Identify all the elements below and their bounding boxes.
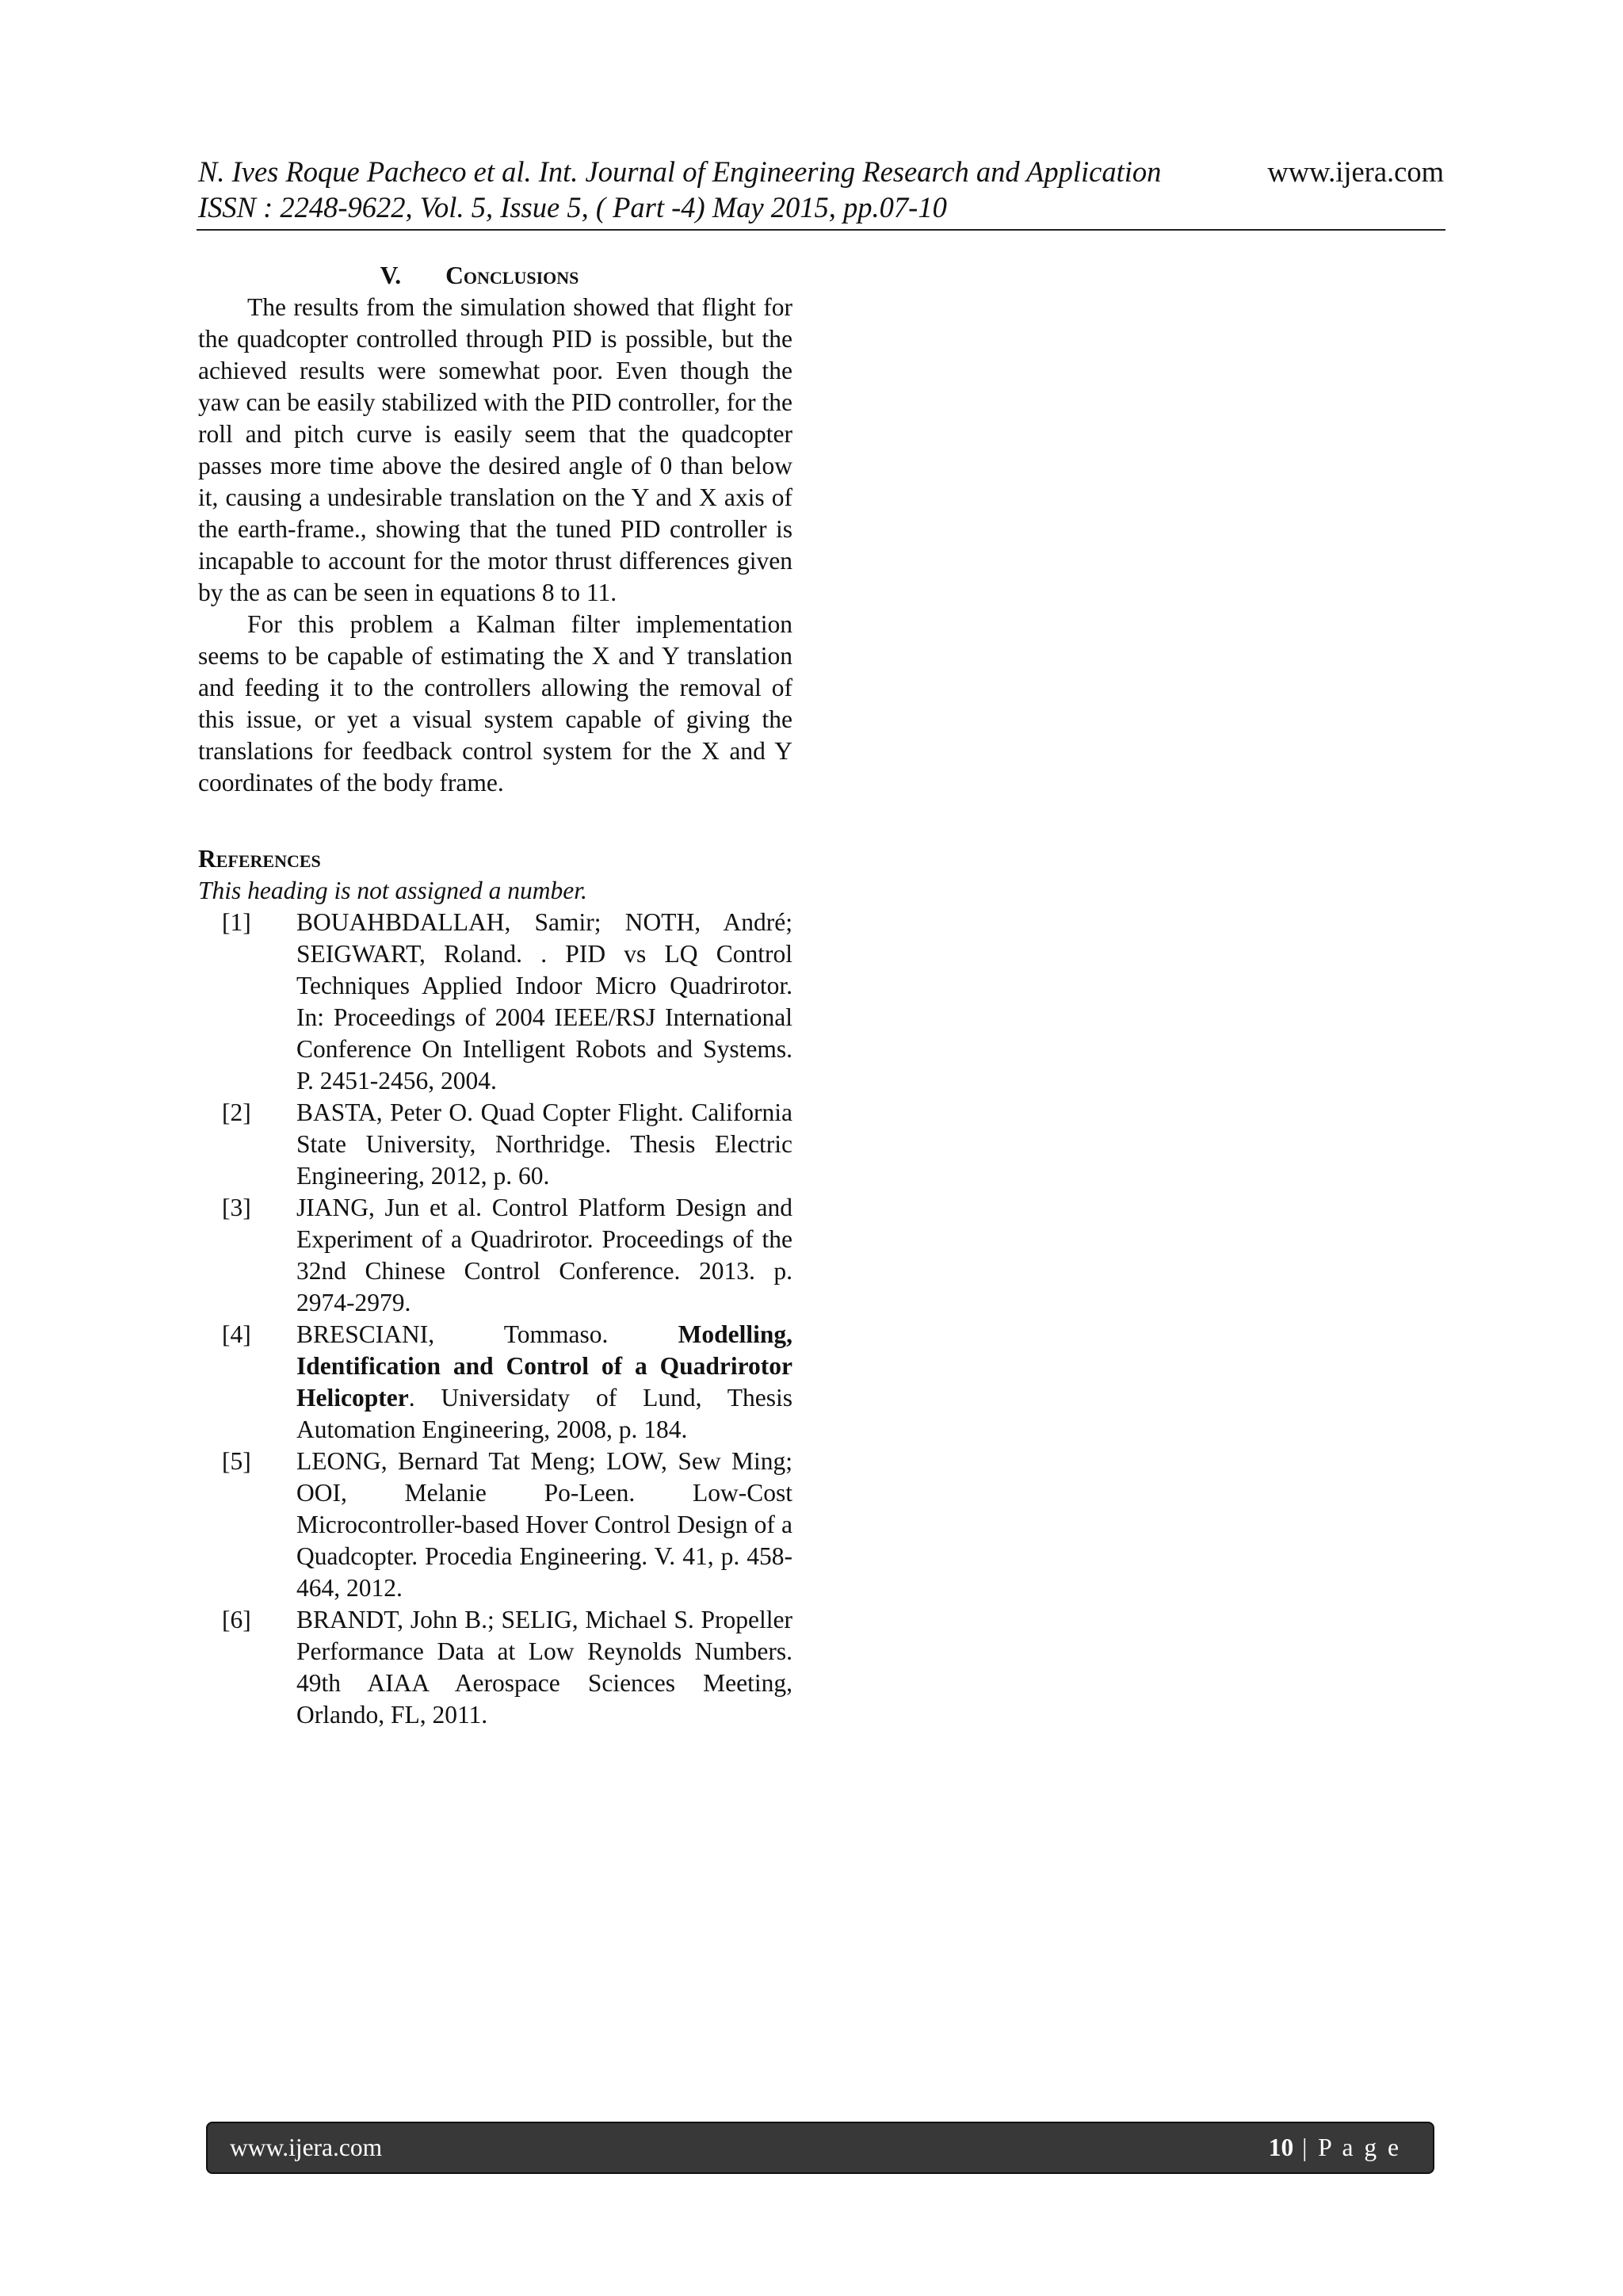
page-number: 10: [1268, 2134, 1294, 2161]
section-title: Conclusions: [445, 262, 579, 289]
reference-label: [3]: [222, 1194, 251, 1221]
reference-text: BOUAHBDALLAH, Samir; NOTH, André; SEIGWART, Roland. . PID vs LQ Control Techniques Applied Indoor Micro Quadrirotor. In: Proceedings of 2004 IEEE/RSJ International Conference On Intelligent Robots and Systems. P. 2451-2456, 2004.: [296, 908, 792, 1095]
reference-text: JIANG, Jun et al. Control Platform Design and Experiment of a Quadrirotor. Proceedings of the 32nd Chinese Control Conference. 2013. p. 2974-2979.: [296, 1194, 792, 1316]
conclusions-paragraph: For this problem a Kalman filter implementation seems to be capable of estimating the X and Y translation and feeding it to the controllers allowing the removal of this issue, or yet a visual system capable of giving the translations for feedback control system for the X and Y coordinates of the body frame.: [198, 610, 792, 797]
references-note: This heading is not assigned a number.: [198, 877, 587, 904]
reference-item: [198, 907, 792, 1097]
footer-page: [1269, 2134, 1401, 2162]
reference-item: [198, 1446, 792, 1604]
reference-text: LEONG, Bernard Tat Meng; LOW, Sew Ming; OOI, Melanie Po-Leen. Low-Cost Microcontroller-based Hover Control Design of a Quadcopter. Procedia Engineering. V. 41, p. 458-464, 2012.: [296, 1447, 792, 1602]
reference-text: BRANDT, John B.; SELIG, Michael S. Propeller Performance Data at Low Reynolds Numbers. 49th AIAA Aerospace Sciences Meeting, Orlando, FL, 2011.: [296, 1606, 792, 1729]
reference-text: BASTA, Peter O. Quad Copter Flight. California State University, Northridge. Thesis Electric Engineering, 2012, p. 60.: [296, 1098, 792, 1190]
reference-bold-title: Modelling, Identification and Control of a Quadrirotor Helicopter: [296, 1320, 792, 1412]
reference-item: [198, 1097, 792, 1192]
page-footer: [206, 2122, 1434, 2174]
footer-website[interactable]: www.ijera.com: [230, 2134, 383, 2161]
section-number: V.: [380, 262, 402, 289]
reference-label: [6]: [222, 1606, 251, 1633]
reference-label: [4]: [222, 1320, 251, 1348]
reference-item: [198, 1192, 792, 1319]
header-issn: ISSN : 2248-9622, Vol. 5, Issue 5, ( Part -4) May 2015, pp.07-10: [198, 191, 947, 223]
reference-label: [5]: [222, 1447, 251, 1475]
header-website[interactable]: www.ijera.com: [1267, 155, 1444, 188]
header-authors-journal: N. Ives Roque Pacheco et al. Int. Journal of Engineering Research and Application: [198, 155, 1162, 188]
reference-label: [2]: [222, 1098, 251, 1126]
references-heading: References: [198, 845, 321, 873]
running-header: [198, 154, 1444, 225]
conclusions-heading: [198, 260, 792, 292]
reference-item: [198, 1319, 792, 1446]
header-rule: [197, 229, 1445, 231]
reference-item: [198, 1604, 792, 1731]
left-column: [198, 260, 792, 1731]
reference-label: [1]: [222, 908, 251, 936]
reference-text: BRESCIANI, Tommaso. Modelling, Identification and Control of a Quadrirotor Helicopter. Universidaty of Lund, Thesis Automation Engineering, 2008, p. 184.: [296, 1320, 792, 1443]
conclusions-paragraph: The results from the simulation showed that flight for the quadcopter controlled through PID is possible, but the achieved results were somewhat poor. Even though the yaw can be easily stabilized with the PID controller, for the roll and pitch curve is easily seem that the quadcopter passes more time above the desired angle of 0 than below it, causing a undesirable translation on the Y and X axis of the earth-frame., showing that the tuned PID controller is incapable to account for the motor thrust differences given by the as can be seen in equations 8 to 11.: [198, 293, 792, 606]
page-suffix: | P a g e: [1293, 2134, 1401, 2161]
